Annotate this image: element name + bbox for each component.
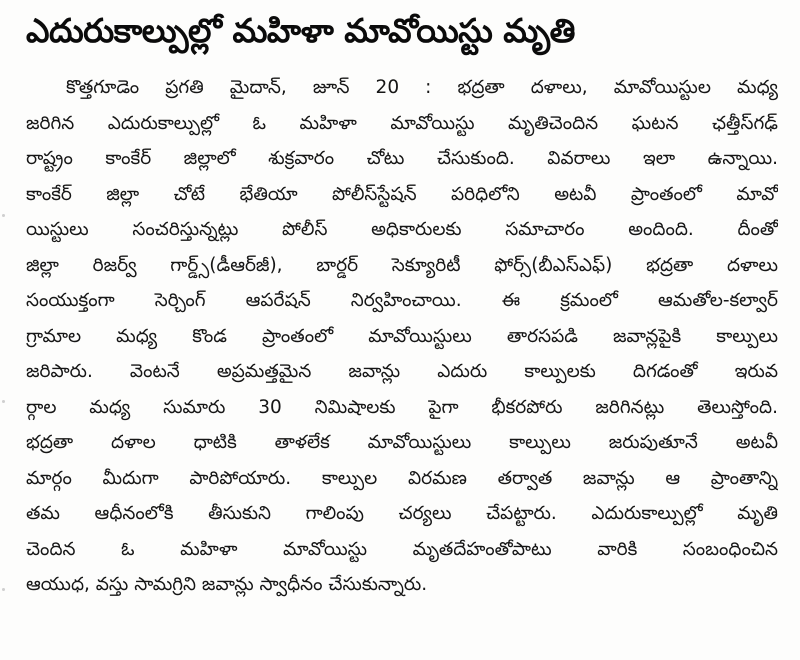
article-line: రాష్ట్రం కాంకేర్ జిల్లాలో శుక్రవారం చోటు చేసుకుంది. వివరాలు ఇలా ఉన్నాయి. (26, 148, 778, 169)
article-line: ర్గాల మధ్య సుమారు 30 నిమిషాలకు పైగా భీకరపోరు జరిగినట్లు తెలుస్తోంది. (26, 396, 778, 418)
article-line: జిల్లా రిజర్వ్ గార్డ్స్(డీఆర్‌జీ), బార్డర్ సెక్యూరిటీ ఫోర్స్(బీఎస్‌ఎఫ్) భద్రతా దళాలు (26, 254, 778, 276)
article-line: సంయుక్తంగా సెర్చింగ్ ఆపరేషన్ నిర్వహించాయి. ఈ క్రమంలో ఆమతోల-కల్వార్ (26, 290, 778, 311)
article-line: గ్రామాల మధ్య కొండ ప్రాంతంలో మావోయిస్టులు తారసపడి జవాన్లపైకి కాల్పులు (26, 325, 778, 347)
article-line: భద్రతా దళాల ధాటికి తాళలేక మావోయిస్టులు కాల్పులు జరుపుతూనే అటవీ (26, 432, 778, 453)
article-body (26, 70, 778, 603)
article-line: తమ ఆధీనంలోకి తీసుకుని గాలింపు చర్యలు చేపట్టారు. ఎదురుకాల్పుల్లో మృతి (26, 503, 778, 524)
article-line: ఆయుధ, వస్తు సామగ్రిని జవాన్లు స్వాధీనం చేసుకున్నారు. (26, 574, 428, 595)
scan-speck (2, 400, 5, 403)
scan-speck (2, 214, 5, 217)
article-line: యిస్టులు సంచరిస్తున్నట్లు పోలీస్ అధికారులకు సమాచారం అందింది. దీంతో (26, 219, 778, 240)
article-line: జరిపారు. వెంటనే అప్రమత్తమైన జవాన్లు ఎదురు కాల్పులకు దిగడంతో ఇరువ (26, 361, 778, 382)
article-line: కాంకేర్ జిల్లా చోటే భేతియా పోలీస్‌స్టేషన్ పరిధిలోని అటవీ ప్రాంతంలో మావో (26, 183, 778, 205)
article-line: చెందిన ఓ మహిళా మావోయిస్టు మృతదేహంతోపాటు వారికి సంబంధించిన (26, 538, 778, 560)
article-line: కొత్తగూడెం ప్రగతి మైదాన్, జూన్ 20 : భద్రతా దళాలు, మావోయిస్టుల మధ్య (66, 77, 778, 98)
scan-speck (2, 588, 5, 591)
article-line: మార్గం మీదుగా పారిపోయారు. కాల్పుల విరమణ తర్వాత జవాన్లు ఆ ప్రాంతాన్ని (26, 467, 778, 489)
article-headline: ఎదురుకాల్పుల్లో మహిళా మావోయిస్టు మృతి (26, 11, 575, 50)
article-line: జరిగిన ఎదురుకాల్పుల్లో ఓ మహిళా మావోయిస్టు మృతిచెందిన ఘటన ఛత్తీస్‌గఢ్ (26, 112, 778, 134)
